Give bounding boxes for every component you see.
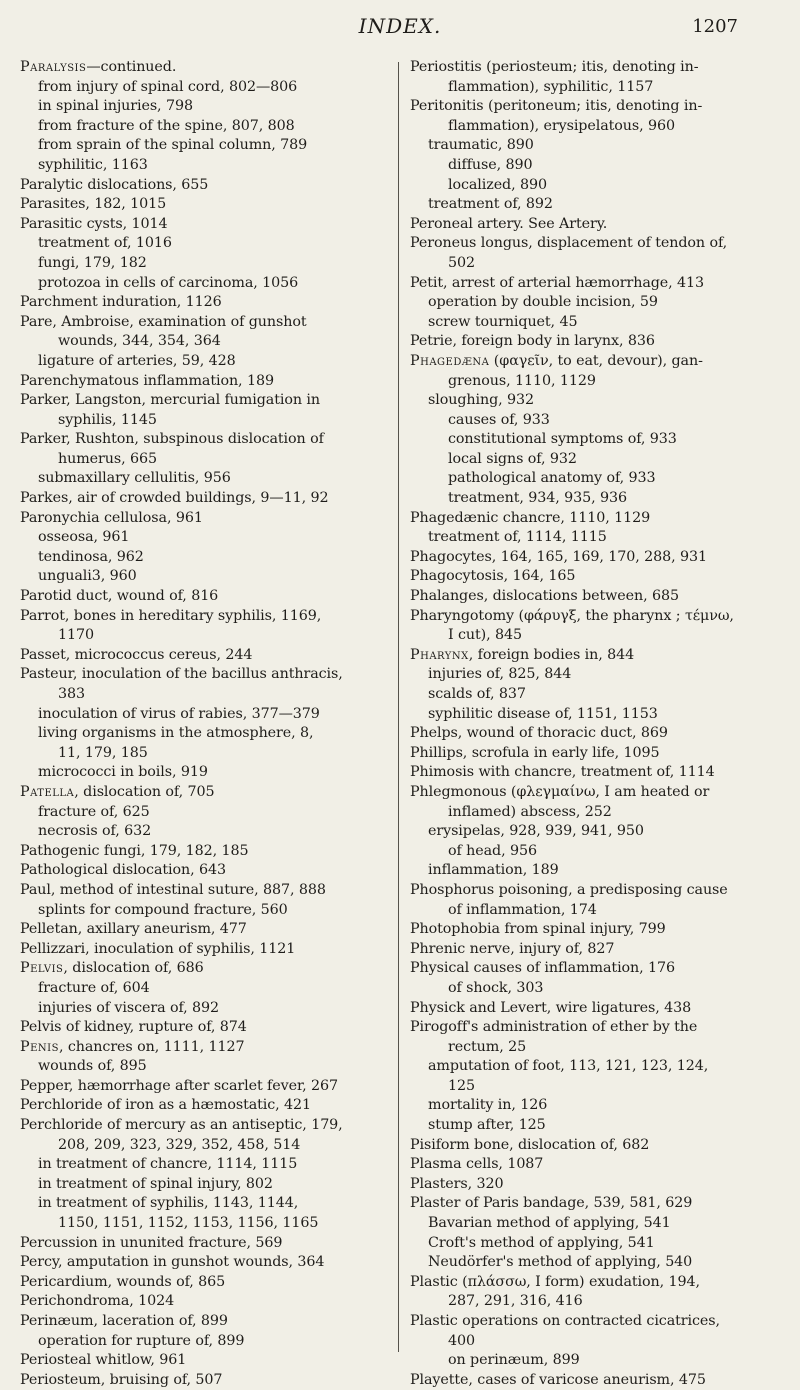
index-entry: rectum, 25 <box>448 1038 527 1055</box>
index-entry: injuries of viscera of, 892 <box>38 999 220 1016</box>
index-entry: scalds of, 837 <box>428 686 526 702</box>
index-entry: Perinæum, laceration of, 899 <box>20 1313 228 1329</box>
index-entry: Petrie, foreign body in larynx, 836 <box>410 333 655 350</box>
index-entry: unguali3, 960 <box>38 568 137 585</box>
index-entry: Neudörfer's method of applying, 540 <box>428 1254 693 1271</box>
index-entry: Photophobia from spinal injury, 799 <box>410 921 666 938</box>
index-entry <box>410 646 790 666</box>
index-entry: submaxillary cellulitis, 956 <box>38 470 231 487</box>
index-entry: inflammation, 189 <box>428 862 559 879</box>
index-entry: Pericardium, wounds of, 865 <box>20 1273 226 1290</box>
index-entry-text: , dislocation of, 686 <box>63 960 204 977</box>
index-entry: inoculation of virus of rabies, 377—379 <box>38 705 320 722</box>
index-entry: in treatment of syphilis, 1143, 1144, <box>38 1195 299 1212</box>
index-entry: treatment, 934, 935, 936 <box>448 490 628 507</box>
index-entry: Pepper, hæmorrhage after scarlet fever, 267 <box>20 1077 338 1094</box>
index-entry: Petit, arrest of arterial hæmorrhage, 413 <box>410 274 705 291</box>
index-entry: of inflammation, 174 <box>448 901 597 918</box>
index-entry-text: , chancres on, 1111, 1127 <box>58 1038 245 1055</box>
index-entry: Percy, amputation in gunshot wounds, 364 <box>20 1254 325 1271</box>
index-entry: Plastic (πλάσσω, I form) exudation, 194, <box>410 1273 700 1290</box>
index-entry: Pisiform bone, dislocation of, 682 <box>410 1136 650 1153</box>
index-entry: from sprain of the spinal column, 789 <box>38 137 308 154</box>
index-heading: Phagedæna <box>410 352 490 369</box>
index-entry: Parasitic cysts, 1014 <box>20 215 168 232</box>
index-entry: Parasites, 182, 1015 <box>20 196 167 213</box>
index-entry: syphilitic disease of, 1151, 1153 <box>428 705 658 722</box>
index-entry: Plasma cells, 1087 <box>410 1156 544 1173</box>
index-entry: osseosa, 961 <box>38 529 130 546</box>
index-entry: pathological anatomy of, 933 <box>448 470 656 487</box>
index-entry: Peritonitis (peritoneum; itis, denoting in- <box>410 98 703 115</box>
index-entry: ligature of arteries, 59, 428 <box>38 352 236 369</box>
index-entry: of head, 956 <box>448 842 537 859</box>
index-entry: Pare, Ambroise, examination of gunshot <box>20 313 307 330</box>
index-entry: necrosis of, 632 <box>38 823 152 840</box>
index-entry: Periosteal whitlow, 961 <box>20 1352 187 1369</box>
index-entry: Phillips, scrofula in early life, 1095 <box>410 744 660 761</box>
index-entry: grenous, 1110, 1129 <box>448 372 596 389</box>
index-entry: Parrot, bones in hereditary syphilis, 1169, <box>20 607 322 624</box>
index-entry: splints for compound fracture, 560 <box>38 901 288 918</box>
index-entry: Plastic operations on contracted cicatrices, <box>410 1313 720 1329</box>
index-entry <box>20 58 388 78</box>
index-entry: flammation), erysipelatous, 960 <box>448 117 675 134</box>
index-entry: Pellizzari, inoculation of syphilis, 1121 <box>20 940 296 957</box>
index-heading: Penis <box>20 1038 59 1055</box>
index-entry <box>20 783 388 803</box>
index-entry: in spinal injuries, 798 <box>38 98 193 115</box>
index-entry: Parenchymatous inflammation, 189 <box>20 372 274 389</box>
index-entry: traumatic, 890 <box>428 137 534 154</box>
index-heading: Paralysis <box>20 59 87 75</box>
index-entry: wounds of, 895 <box>38 1058 147 1075</box>
index-entry: 383 <box>58 686 85 702</box>
index-entry: 125 <box>448 1077 475 1094</box>
index-entry: Phlegmonous (φλεγμαίνω, I am heated or <box>410 783 710 800</box>
index-entry: fracture of, 625 <box>38 803 150 820</box>
index-entry: on perinæum, 899 <box>448 1352 580 1369</box>
index-entry: erysipelas, 928, 939, 941, 950 <box>428 823 644 840</box>
index-entry: fungi, 179, 182 <box>38 254 147 271</box>
index-entry: living organisms in the atmosphere, 8, <box>38 725 314 742</box>
index-entry: fracture of, 604 <box>38 979 150 996</box>
index-entry: Pathogenic fungi, 179, 182, 185 <box>20 842 249 859</box>
index-entry: 502 <box>448 254 475 271</box>
index-entry: from injury of spinal cord, 802—806 <box>38 78 298 95</box>
index-entry-text: —continued. <box>86 59 177 75</box>
index-entry: Percussion in ununited fracture, 569 <box>20 1234 283 1251</box>
index-entry: Periostitis (periosteum; itis, denoting in- <box>410 59 699 75</box>
index-entry: Perchloride of mercury as an antiseptic, 179, <box>20 1117 343 1134</box>
index-entry: Pelletan, axillary aneurism, 477 <box>20 921 247 938</box>
index-entry: Pathological dislocation, 643 <box>20 862 226 879</box>
index-entry <box>410 352 790 372</box>
index-entry: Plasters, 320 <box>410 1175 504 1192</box>
index-entry: Phagedænic chancre, 1110, 1129 <box>410 509 651 526</box>
index-entry: of shock, 303 <box>448 979 544 996</box>
page-number: 1207 <box>692 16 738 37</box>
index-column-left <box>20 58 388 1390</box>
index-entry: operation for rupture of, 899 <box>38 1332 245 1349</box>
index-entry: Parker, Langston, mercurial fumigation in <box>20 392 320 409</box>
page-title: INDEX. <box>358 14 442 38</box>
index-heading: Pelvis <box>20 960 64 977</box>
index-entry: 287, 291, 316, 416 <box>448 1293 583 1310</box>
index-entry: tendinosa, 962 <box>38 548 144 565</box>
index-entry: injuries of, 825, 844 <box>428 666 572 683</box>
index-entry: amputation of foot, 113, 121, 123, 124, <box>428 1058 709 1075</box>
index-entry: sloughing, 932 <box>428 392 534 409</box>
index-entry: Paronychia cellulosa, 961 <box>20 509 203 526</box>
index-entry: syphilis, 1145 <box>58 411 157 428</box>
index-entry: local signs of, 932 <box>448 450 577 467</box>
index-entry: treatment of, 1016 <box>38 235 172 252</box>
index-entry: Bavarian method of applying, 541 <box>428 1215 671 1232</box>
index-entry: diffuse, 890 <box>448 156 533 173</box>
index-entry-text: , foreign bodies in, 844 <box>468 646 635 663</box>
index-entry: 11, 179, 185 <box>58 744 148 761</box>
index-entry: Pirogoff's administration of ether by the <box>410 1019 698 1036</box>
index-entry: flammation), syphilitic, 1157 <box>448 78 654 95</box>
index-column-right <box>410 58 790 1390</box>
index-entry: 400 <box>448 1332 475 1349</box>
index-entry: Parotid duct, wound of, 816 <box>20 588 219 605</box>
page-header <box>0 10 800 40</box>
index-entry: Perichondroma, 1024 <box>20 1293 175 1310</box>
index-entry <box>20 1038 388 1058</box>
index-entry: Croft's method of applying, 541 <box>428 1234 655 1251</box>
index-entry: mortality in, 126 <box>428 1097 548 1114</box>
index-entry: I cut), 845 <box>448 627 523 644</box>
index-entry: Phagocytes, 164, 165, 169, 170, 288, 931 <box>410 548 708 565</box>
index-entry: in treatment of spinal injury, 802 <box>38 1175 273 1192</box>
index-heading: Patella <box>20 783 75 800</box>
index-entry: wounds, 344, 354, 364 <box>58 333 221 350</box>
column-divider <box>398 62 399 1352</box>
index-entry: Phosphorus poisoning, a predisposing cause <box>410 881 728 898</box>
index-entry: inflamed) abscess, 252 <box>448 803 612 820</box>
index-entry <box>20 959 388 979</box>
index-entry: Physical causes of inflammation, 176 <box>410 960 676 977</box>
index-entry: Peroneal artery. See Artery. <box>410 215 608 232</box>
index-entry: operation by double incision, 59 <box>428 294 658 311</box>
index-entry: Peroneus longus, displacement of tendon of, <box>410 235 728 252</box>
index-entry: Paralytic dislocations, 655 <box>20 176 209 193</box>
index-entry: from fracture of the spine, 807, 808 <box>38 117 295 134</box>
index-entry: screw tourniquet, 45 <box>428 313 578 330</box>
index-entry: Pasteur, inoculation of the bacillus anthracis, <box>20 666 343 683</box>
index-entry: syphilitic, 1163 <box>38 156 148 173</box>
index-entry: treatment of, 1114, 1115 <box>428 529 607 546</box>
index-entry: Parker, Rushton, subspinous dislocation of <box>20 431 324 448</box>
index-entry: Parchment induration, 1126 <box>20 294 222 311</box>
index-entry: localized, 890 <box>448 176 547 193</box>
index-entry: Physick and Levert, wire ligatures, 438 <box>410 999 692 1016</box>
index-entry-text: (φαγεῖν, to eat, devour), gan- <box>489 352 703 369</box>
index-entry: Phagocytosis, 164, 165 <box>410 568 576 585</box>
index-entry: Pharyngotomy (φάρυγξ, the pharynx ; τέμνω, <box>410 607 734 624</box>
index-entry: Phelps, wound of thoracic duct, 869 <box>410 725 668 742</box>
index-entry: stump after, 125 <box>428 1117 546 1134</box>
index-entry: micrococci in boils, 919 <box>38 764 208 781</box>
index-entry: 208, 209, 323, 329, 352, 458, 514 <box>58 1136 301 1153</box>
index-entry: Perchloride of iron as a hæmostatic, 421 <box>20 1097 312 1114</box>
index-entry: treatment of, 892 <box>428 196 553 213</box>
index-entry: protozoa in cells of carcinoma, 1056 <box>38 274 299 291</box>
index-entry: Phimosis with chancre, treatment of, 1114 <box>410 764 715 781</box>
index-entry: Plaster of Paris bandage, 539, 581, 629 <box>410 1195 693 1212</box>
index-entry: in treatment of chancre, 1114, 1115 <box>38 1156 298 1173</box>
index-entry-text: , dislocation of, 705 <box>74 783 215 800</box>
index-entry: Playette, cases of varicose aneurism, 475 <box>410 1371 706 1388</box>
index-heading: Pharynx <box>410 646 469 663</box>
index-entry: Phrenic nerve, injury of, 827 <box>410 940 615 957</box>
index-entry: Phalanges, dislocations between, 685 <box>410 588 679 605</box>
index-entry: Parkes, air of crowded buildings, 9—11, 92 <box>20 490 329 507</box>
index-entry: Paul, method of intestinal suture, 887, 888 <box>20 881 326 898</box>
index-entry: humerus, 665 <box>58 450 157 467</box>
index-entry: causes of, 933 <box>448 411 550 428</box>
index-entry: 1170 <box>58 627 94 644</box>
index-entry: Periosteum, bruising of, 507 <box>20 1371 223 1388</box>
index-entry: Passet, micrococcus cereus, 244 <box>20 646 253 663</box>
index-entry: constitutional symptoms of, 933 <box>448 431 677 448</box>
index-entry: 1150, 1151, 1152, 1153, 1156, 1165 <box>58 1215 319 1232</box>
index-entry: Pelvis of kidney, rupture of, 874 <box>20 1019 247 1036</box>
